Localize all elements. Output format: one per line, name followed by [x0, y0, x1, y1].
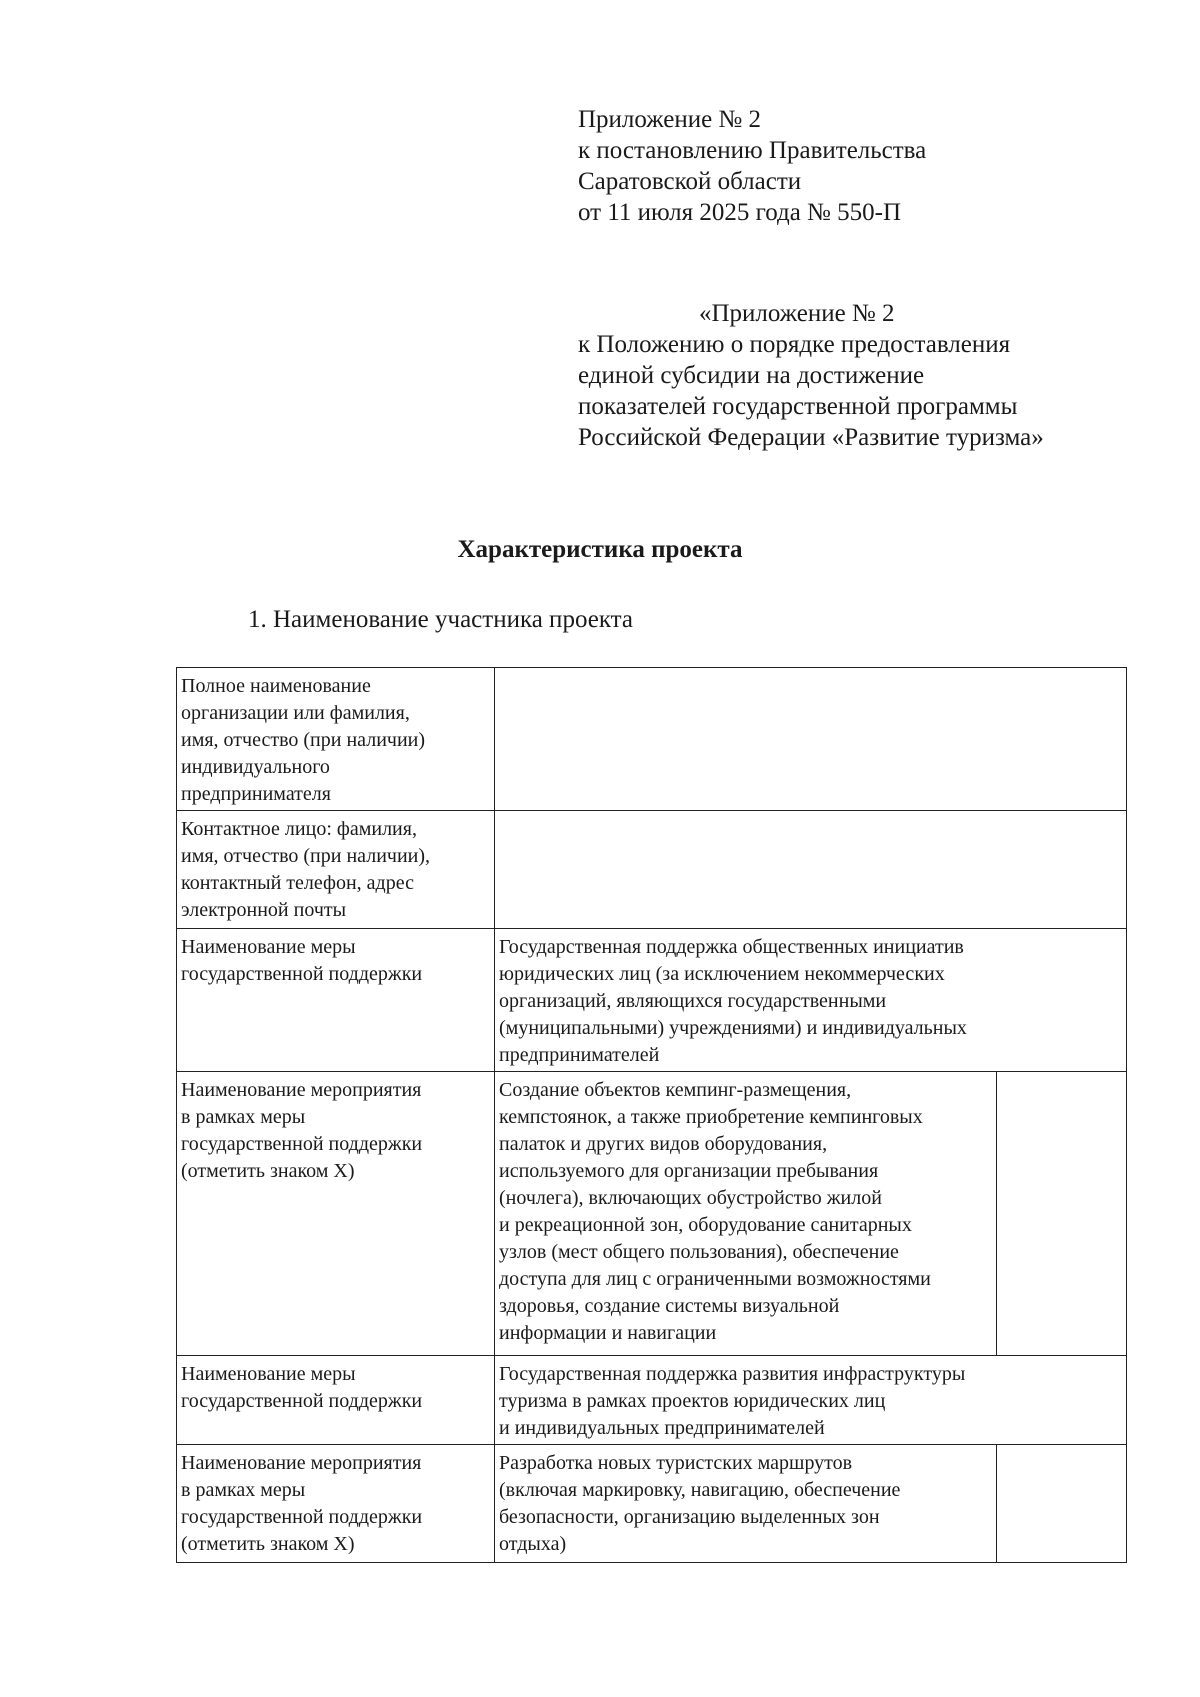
section-heading: 1. Наименование участника проекта [248, 606, 633, 633]
label-line: (отметить знаком Х) [181, 1533, 355, 1555]
row-label-activity-1 [177, 1072, 495, 1356]
label-line: предпринимателя [181, 783, 331, 805]
table-row [177, 668, 1127, 811]
label-line: государственной поддержки [181, 963, 423, 985]
appendix-header [578, 104, 926, 228]
table-row [177, 1445, 1127, 1563]
label-line: Наименование меры [181, 1363, 356, 1385]
row-label-contact-person [177, 811, 495, 929]
value-line: Государственная поддержка развития инфраструктуры [499, 1363, 966, 1385]
value-line: юридических лиц (за исключением некоммерческих [499, 963, 945, 985]
value-line: Создание объектов кемпинг-размещения, [499, 1079, 852, 1101]
label-line: (отметить знаком Х) [181, 1160, 355, 1182]
appendix-reference-line: Российской Федерации «Развитие туризма» [578, 424, 1044, 451]
appendix-reference [578, 298, 1044, 453]
value-line: предпринимателей [499, 1044, 660, 1066]
label-line: электронной почты [181, 899, 347, 921]
label-line: контактный телефон, адрес [181, 872, 414, 894]
activity-2-description [495, 1445, 997, 1563]
activity-2-mark-cell[interactable] [997, 1445, 1127, 1563]
value-line: туризма в рамках проектов юридических лиц [499, 1390, 886, 1412]
label-line: Полное наименование [181, 675, 371, 697]
table-row [177, 929, 1127, 1072]
label-line: в рамках меры [181, 1106, 306, 1128]
label-line: Наименование мероприятия [181, 1452, 422, 1474]
value-line: Государственная поддержка общественных инициатив [499, 936, 964, 958]
label-line: имя, отчество (при наличии), [181, 845, 431, 867]
value-line: (включая маркировку, навигацию, обеспечение [499, 1479, 901, 1501]
value-line: кемпстоянок, а также приобретение кемпинговых [499, 1106, 923, 1128]
contact-person-value-field[interactable] [495, 811, 1127, 929]
support-measure-2-value [495, 1356, 1127, 1445]
row-label-activity-2 [177, 1445, 495, 1563]
row-label-support-measure-1 [177, 929, 495, 1072]
row-label-full-name [177, 668, 495, 811]
appendix-reference-line: «Приложение № 2 [699, 300, 895, 327]
label-line: государственной поддержки [181, 1390, 423, 1412]
label-line: Контактное лицо: фамилия, [181, 818, 417, 840]
activity-1-description [495, 1072, 997, 1356]
row-label-support-measure-2 [177, 1356, 495, 1445]
full-name-value-field[interactable] [495, 668, 1127, 811]
label-line: индивидуального [181, 756, 330, 778]
value-line: узлов (мест общего пользования), обеспечение [499, 1241, 899, 1263]
value-line: (муниципальными) учреждениями) и индивидуальных [499, 1017, 967, 1039]
value-line: доступа для лиц с ограниченными возможностями [499, 1268, 931, 1290]
value-line: и индивидуальных предпринимателей [499, 1417, 825, 1439]
document-title: Характеристика проекта [457, 536, 743, 563]
label-line: Наименование мероприятия [181, 1079, 422, 1101]
label-line: имя, отчество (при наличии) [181, 729, 426, 751]
activity-1-mark-cell[interactable] [997, 1072, 1127, 1356]
support-measure-1-value [495, 929, 1127, 1072]
appendix-header-line: к постановлению Правительства [578, 137, 927, 164]
label-line: в рамках меры [181, 1479, 306, 1501]
value-line: и рекреационной зон, оборудование санитарных [499, 1214, 912, 1236]
appendix-reference-line: к Положению о порядке предоставления [578, 331, 1011, 358]
value-line: отдыха) [499, 1533, 567, 1555]
value-line: Разработка новых туристских маршрутов [499, 1452, 853, 1474]
value-line: используемого для организации пребывания [499, 1160, 879, 1182]
table-row [177, 811, 1127, 929]
appendix-reference-line: показателей государственной программы [578, 393, 1018, 420]
value-line: (ночлега), включающих обустройство жилой [499, 1187, 882, 1209]
value-line: палаток и других видов оборудования, [499, 1133, 828, 1155]
table-row [177, 1356, 1127, 1445]
appendix-header-line: Саратовской области [578, 168, 802, 195]
table-row [177, 1072, 1127, 1356]
appendix-header-line: Приложение № 2 [578, 106, 762, 133]
value-line: здоровья, создание системы визуальной [499, 1295, 840, 1317]
label-line: государственной поддержки [181, 1133, 423, 1155]
project-participant-table [176, 667, 1127, 1563]
value-line: информации и навигации [499, 1322, 717, 1344]
value-line: организаций, являющихся государственными [499, 990, 887, 1012]
appendix-reference-line: единой субсидии на достижение [578, 362, 925, 389]
label-line: организации или фамилия, [181, 702, 410, 724]
label-line: государственной поддержки [181, 1506, 423, 1528]
appendix-header-line: от 11 июля 2025 года № 550-П [578, 199, 902, 226]
value-line: безопасности, организацию выделенных зон [499, 1506, 880, 1528]
label-line: Наименование меры [181, 936, 356, 958]
